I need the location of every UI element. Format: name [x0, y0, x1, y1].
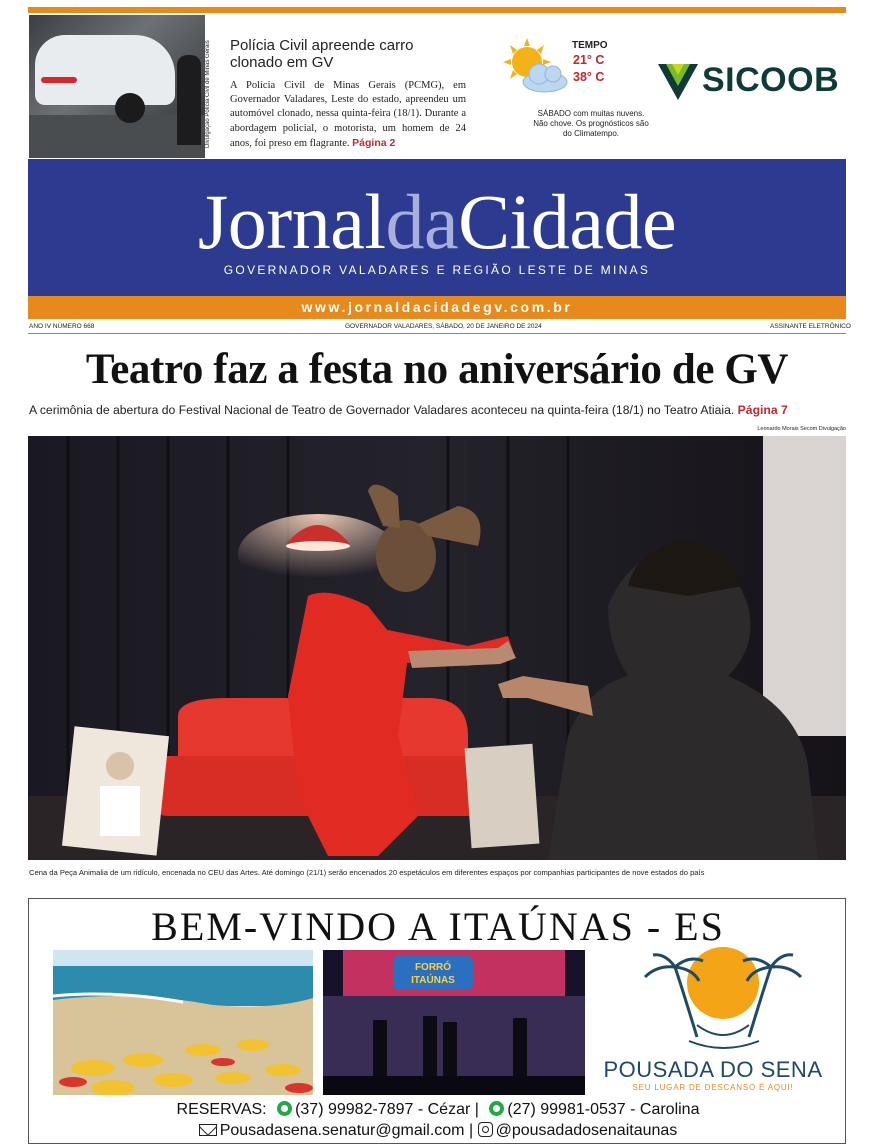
masthead-title[interactable]: [28, 178, 846, 265]
sun-cloud-icon: [497, 36, 575, 98]
teaser-body: [230, 79, 466, 151]
phone-cezar[interactable]: (37) 99982-7897 - Cézar: [295, 1101, 471, 1118]
lead-photo-caption: Cena da Peça Animalia de um ridículo, encenada no CEU das Artes. Até domingo (21/1) serão encenados 20 espetáculos em diferentes espaços por companhias participantes de nove estados do país: [29, 868, 705, 877]
contact-line: [29, 1122, 847, 1140]
ad-title: BEM-VINDO A ITAÚNAS - ES: [151, 904, 725, 949]
email-address[interactable]: Pousadasena.senatur@gmail.com: [219, 1122, 465, 1139]
sicoob-wordmark: SICOOB: [702, 61, 840, 99]
divider: [28, 333, 846, 334]
subscriber-label: ASSINANTE ELETRÔNICO: [770, 323, 851, 330]
separator: |: [474, 1101, 479, 1118]
svg-text:ITAÚNAS: ITAÚNAS: [411, 975, 455, 986]
ad-photo-forro-stage: [323, 950, 585, 1095]
teaser-photo-credit: Divulgação Polícia Civil de Minas Gerais: [205, 40, 211, 148]
masthead-title-jornal: Jornal: [197, 178, 386, 265]
temp-min: 21° C: [573, 53, 605, 67]
instagram-handle[interactable]: @pousadadosenaitaunas: [495, 1122, 678, 1139]
edition-number: ANO IV NÚMERO 668: [29, 323, 95, 330]
weather-label: TEMPO: [572, 40, 608, 51]
lead-standfirst: [29, 403, 849, 417]
masthead-title-da: da: [385, 178, 459, 265]
lead-page-ref[interactable]: Página 7: [737, 403, 788, 417]
masthead-subtitle: GOVERNADOR VALADARES E REGIÃO LESTE DE MINAS: [223, 263, 651, 277]
pousada-name: POUSADA DO SENA: [603, 1057, 823, 1082]
svg-text:FORRÓ: FORRÓ: [414, 962, 452, 973]
sicoob-logo-icon: [656, 60, 700, 104]
phone-carolina[interactable]: (27) 99981-0537 - Carolina: [507, 1101, 700, 1118]
separator: |: [468, 1122, 474, 1139]
whatsapp-icon: [277, 1101, 292, 1116]
weather-note: SÁBADO com muitas nuvens. Não chove. Os prognósticos são do Climatempo.: [533, 109, 649, 138]
lead-headline[interactable]: Teatro faz a festa no aniversário de GV: [85, 346, 789, 393]
reservations-line: [29, 1101, 847, 1119]
pousada-tagline: SEU LUGAR DE DESCANSO É AQUI!: [632, 1083, 794, 1092]
reservas-label: RESERVAS:: [176, 1101, 267, 1118]
masthead: [28, 159, 846, 296]
pousada-advertisement[interactable]: [28, 898, 846, 1144]
instagram-icon: [478, 1122, 493, 1137]
lead-standfirst-text: A cerimônia de abertura do Festival Nacional de Teatro de Governador Valadares aconteceu na quinta-feira (18/1) no Teatro Atiaia.: [29, 403, 735, 417]
website-url[interactable]: www.jornaldacidadegv.com.br: [28, 296, 846, 319]
sicoob-logo[interactable]: [656, 58, 842, 104]
teaser-photo-car: [29, 15, 205, 158]
teaser-body-text: A Polícia Civil de Minas Gerais (PCMG), em Governador Valadares, Leste do estado, apreendeu um automóvel clonado, nessa quinta-feira (18/1). Durante a abordagem policial, o motorista, um homem de 24 anos, foi preso em flagrante.: [230, 80, 466, 149]
ad-photo-beach: [53, 950, 313, 1095]
mail-icon: [199, 1124, 217, 1136]
top-orange-rule: [28, 7, 846, 13]
teaser-title[interactable]: Polícia Civil apreende carro clonado em GV: [230, 37, 414, 71]
masthead-title-cidade: Cidade: [458, 178, 677, 265]
dateline: GOVERNADOR VALADARES, SÁBADO, 20 DE JANEIRO DE 2024: [345, 323, 542, 330]
lead-photo-credit: Leonardo Morais Secom Divulgação: [757, 426, 846, 432]
whatsapp-icon: [489, 1101, 504, 1116]
temp-max: 38° C: [573, 70, 605, 84]
lead-photo-theatre: [28, 436, 846, 860]
teaser-page-ref[interactable]: Página 2: [352, 136, 396, 149]
